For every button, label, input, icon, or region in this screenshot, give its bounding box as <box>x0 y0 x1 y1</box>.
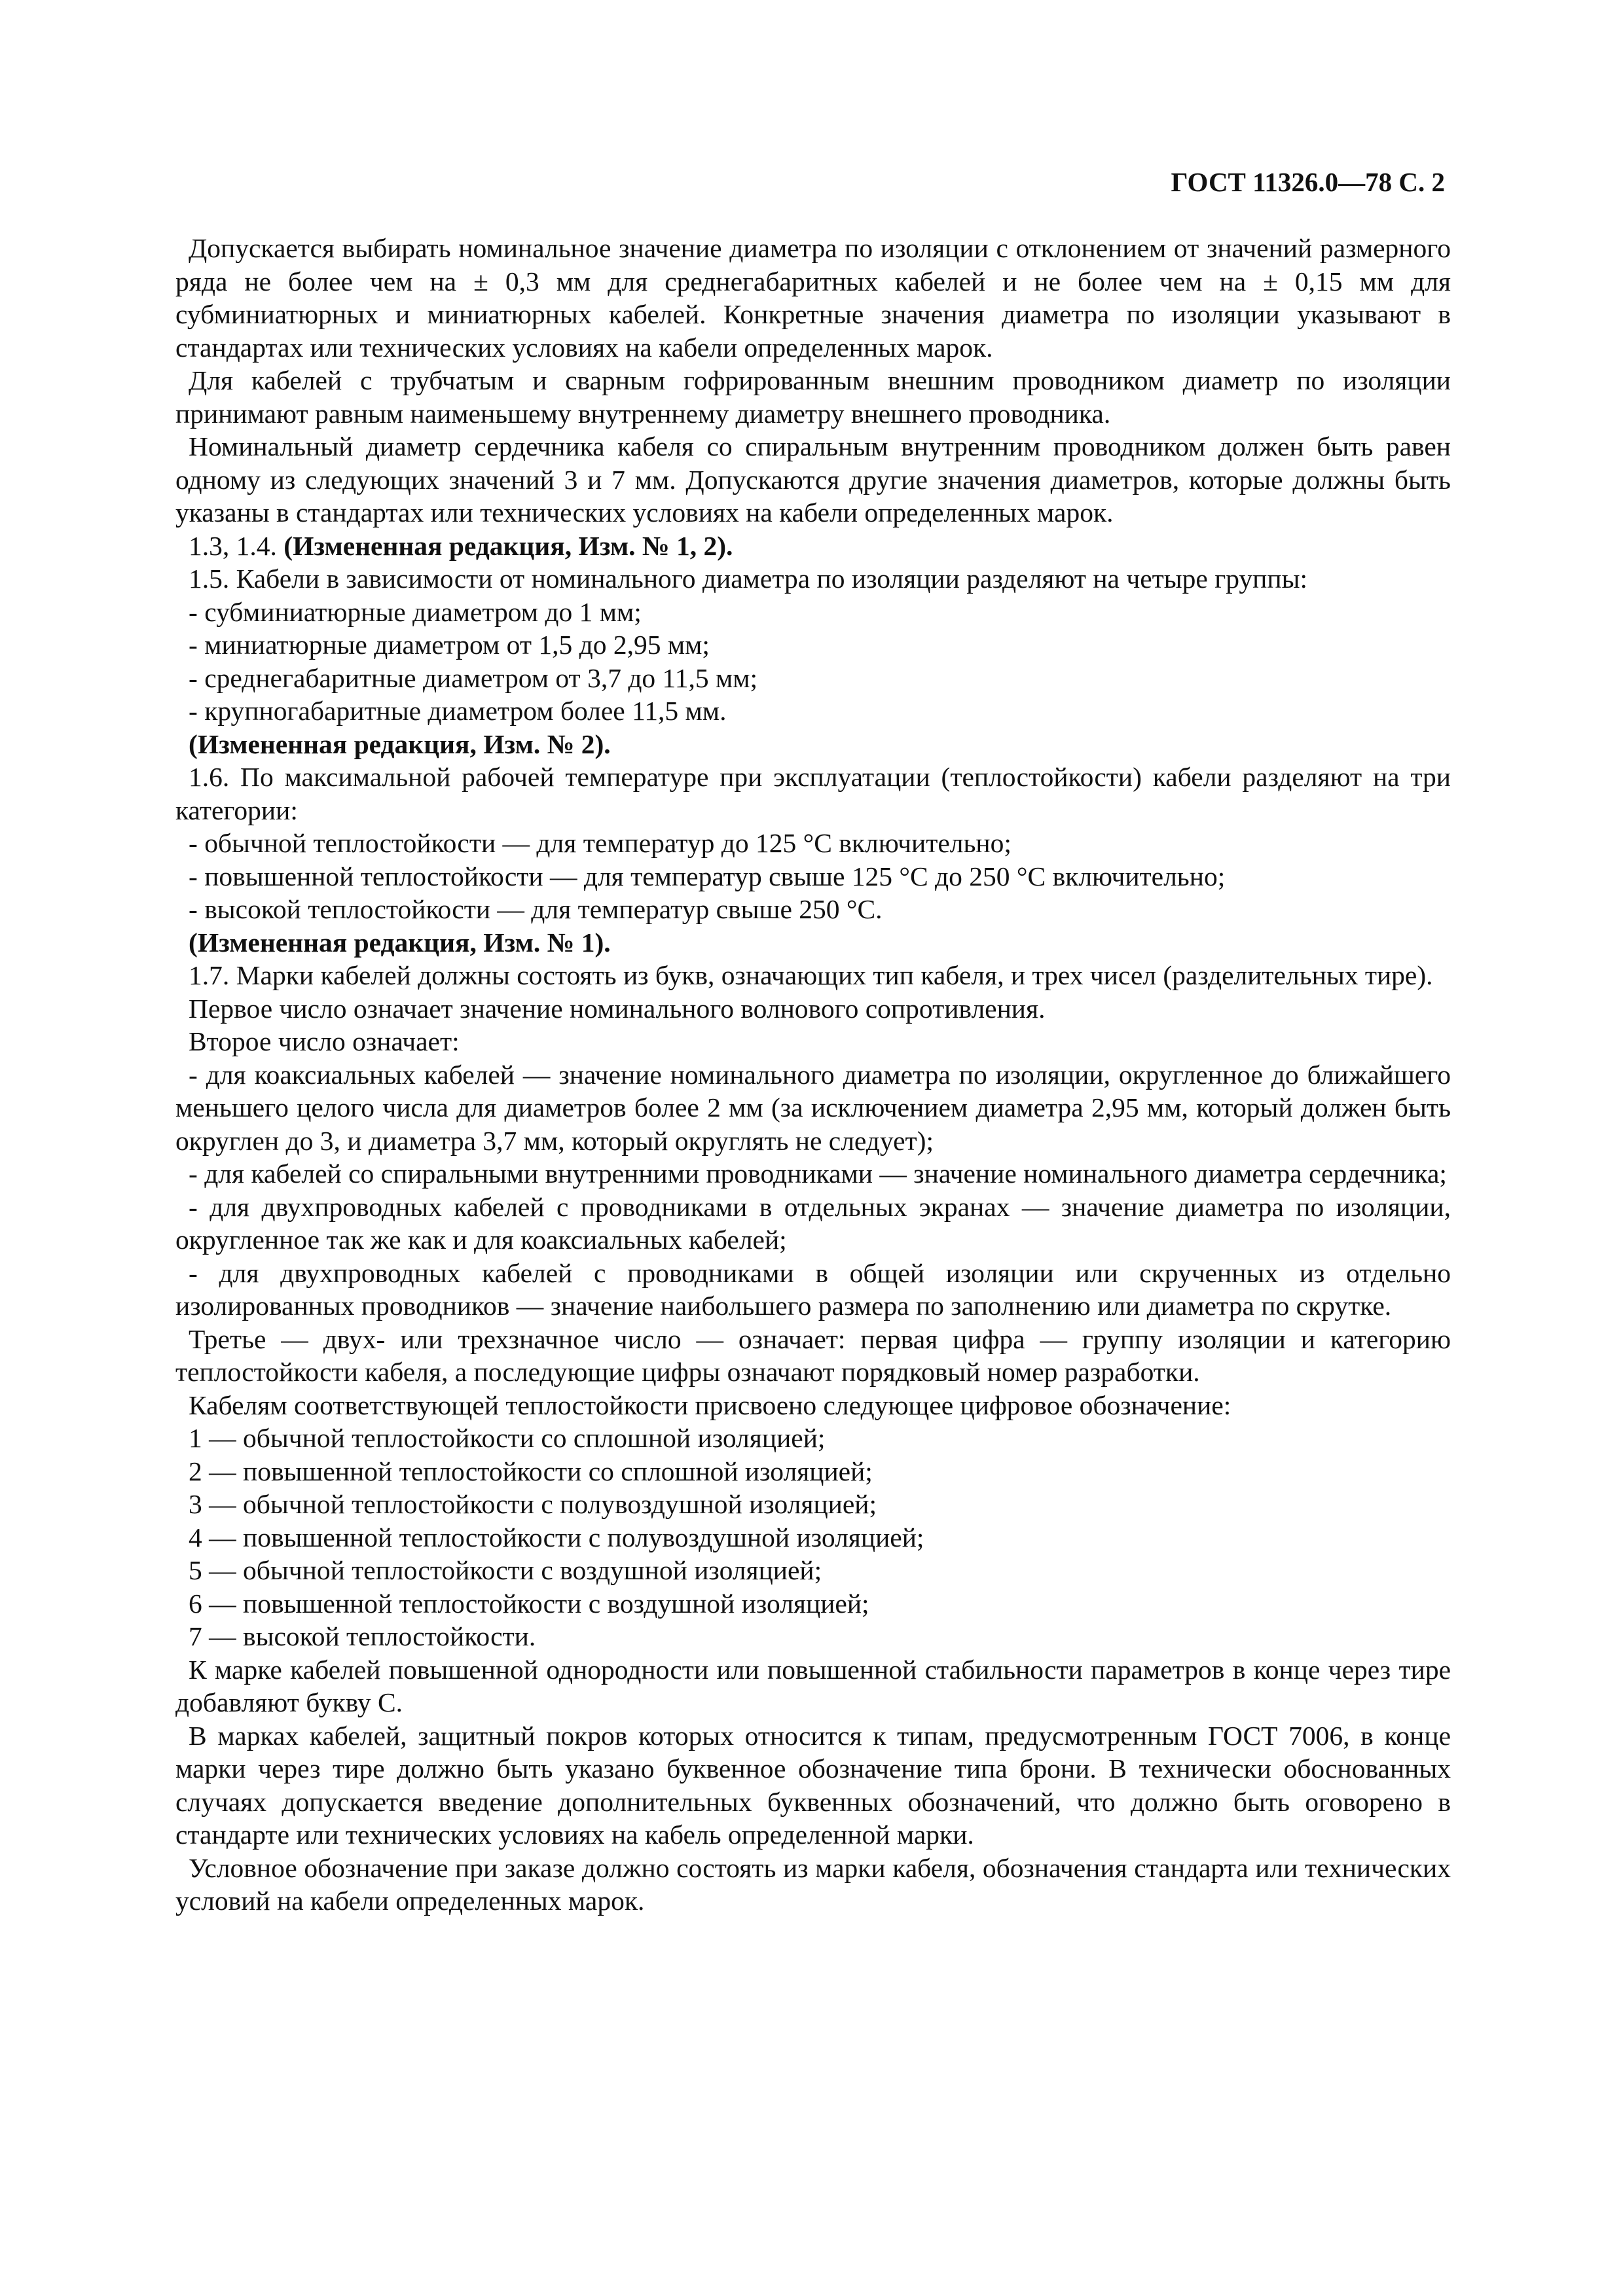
section-1-5: 1.5. Кабели в зависимости от номинального диаметра по изоляции разделяют на четыре группы: <box>189 564 1307 594</box>
codes-intro: Кабелям соответствующей теплостойкости присвоено следующее цифровое обозначение: <box>189 1390 1231 1420</box>
revision-note: (Измененная редакция, Изм. № 1, 2). <box>283 530 733 561</box>
list-item: - миниатюрные диаметром от 1,5 до 2,95 мм; <box>189 630 710 660</box>
code-item: 5 — обычной теплостойкости с воздушной изоляцией; <box>189 1555 822 1585</box>
list-item: - для коаксиальных кабелей — значение номинального диаметра по изоляции, округленное до ближайшего меньшего целого числа для диаметров более 2 мм (за исключением диаметра 2,95 мм, который должен быть округлен до 3, и диаметра 3,7 мм, который округлять не следует); <box>175 1059 1451 1156</box>
revision-note-text: (Измененная редакция, Изм. № 1). <box>189 927 611 958</box>
list-item: - для двухпроводных кабелей с проводниками в общей изоляции или скрученных из отдельно изолированных проводников — значение наибольшего размера по заполнению или диаметра по скрутке. <box>175 1257 1451 1321</box>
code-item: 2 — повышенной теплостойкости со сплошной изоляцией; <box>189 1456 873 1486</box>
section-1-7: 1.7. Марки кабелей должны состоять из букв, означающих тип кабеля, и трех чисел (разделительных тире). <box>189 960 1433 990</box>
first-number-paragraph: Первое число означает значение номинального волнового сопротивления. <box>189 993 1046 1024</box>
list-item: - субминиатюрные диаметром до 1 мм; <box>189 596 642 627</box>
page-header: ГОСТ 11326.0—78 С. 2 <box>1171 167 1445 197</box>
list-item: - среднегабаритные диаметром от 3,7 до 11,5 мм; <box>189 662 758 693</box>
section-1-3-note <box>175 529 1451 563</box>
order-designation-paragraph: Условное обозначение при заказе должно состоять из марки кабеля, обозначения стандарта или технических условий на кабели определенных марок. <box>175 1852 1451 1916</box>
code-item: 1 — обычной теплостойкости со сплошной изоляцией; <box>189 1423 826 1453</box>
list-item: - для двухпроводных кабелей с проводниками в отдельных экранах — значение диаметра по изоляции, округленное так же как и для коаксиальных кабелей; <box>175 1191 1451 1255</box>
section-1-3-number: 1.3, 1.4. <box>189 530 277 561</box>
section-1-6: 1.6. По максимальной рабочей температуре при эксплуатации (теплостойкости) кабели разделяют на три категории: <box>175 762 1451 825</box>
code-item: 6 — повышенной теплостойкости с воздушной изоляцией; <box>189 1588 869 1619</box>
revision-note-text: (Измененная редакция, Изм. № 2). <box>189 728 611 759</box>
paragraph-corrugated-conductor: Для кабелей с трубчатым и сварным гофрированным внешним проводником диаметр по изоляции принимают равным наименьшему внутреннему диаметру внешнего проводника. <box>175 365 1451 429</box>
revision-note <box>175 728 1451 761</box>
list-item: - крупногабаритные диаметром более 11,5 мм. <box>189 696 727 726</box>
suffix-c-paragraph: К марке кабелей повышенной однородности или повышенной стабильности параметров в конце через тире добавляют букву С. <box>175 1654 1451 1717</box>
second-number-paragraph: Второе число означает: <box>189 1026 460 1056</box>
third-number-paragraph: Третье — двух- или трехзначное число — означает: первая цифра — группу изоляции и категорию теплостойкости кабеля, а последующие цифры означают порядковый номер разработки. <box>175 1323 1451 1387</box>
paragraph-diameter-tolerance: Допускается выбирать номинальное значение диаметра по изоляции с отклонением от значений размерного ряда не более чем на ± 0,3 мм для среднегабаритных кабелей и не более чем на ± 0,15 мм для субминиатюрных и миниатюрных кабелей. Конкретные значения диаметра по изоляции указывают в стандартах или технических условиях на кабели определенных марок. <box>175 233 1451 363</box>
armor-paragraph: В марках кабелей, защитный покров которых относится к типам, предусмотренным ГОСТ 7006, в конце марки через тире должно быть указано буквенное обозначение типа брони. В технически обоснованных случаях допускается введение дополнительных буквенных обозначений, что должно быть оговорено в стандарте или технических условиях на кабель определенной марки. <box>175 1720 1451 1850</box>
document-body <box>175 232 1451 1918</box>
code-item: 7 — высокой теплостойкости. <box>189 1621 536 1651</box>
list-item: - высокой теплостойкости — для температур свыше 250 °С. <box>189 894 883 924</box>
code-item: 4 — повышенной теплостойкости с полувоздушной изоляцией; <box>189 1522 924 1552</box>
paragraph-core-diameter: Номинальный диаметр сердечника кабеля со спиральным внутренним проводником должен быть равен одному из следующих значений 3 и 7 мм. Допускаются другие значения диаметров, которые должны быть указаны в стандартах или технических условиях на кабели определенных марок. <box>175 431 1451 528</box>
list-item: - для кабелей со спиральными внутренними проводниками — значение номинального диаметра сердечника; <box>189 1158 1447 1189</box>
list-item: - обычной теплостойкости — для температур до 125 °С включительно; <box>189 828 1012 858</box>
revision-note <box>175 926 1451 960</box>
list-item: - повышенной теплостойкости — для температур свыше 125 °С до 250 °С включительно; <box>189 861 1226 891</box>
code-item: 3 — обычной теплостойкости с полувоздушной изоляцией; <box>189 1489 877 1519</box>
